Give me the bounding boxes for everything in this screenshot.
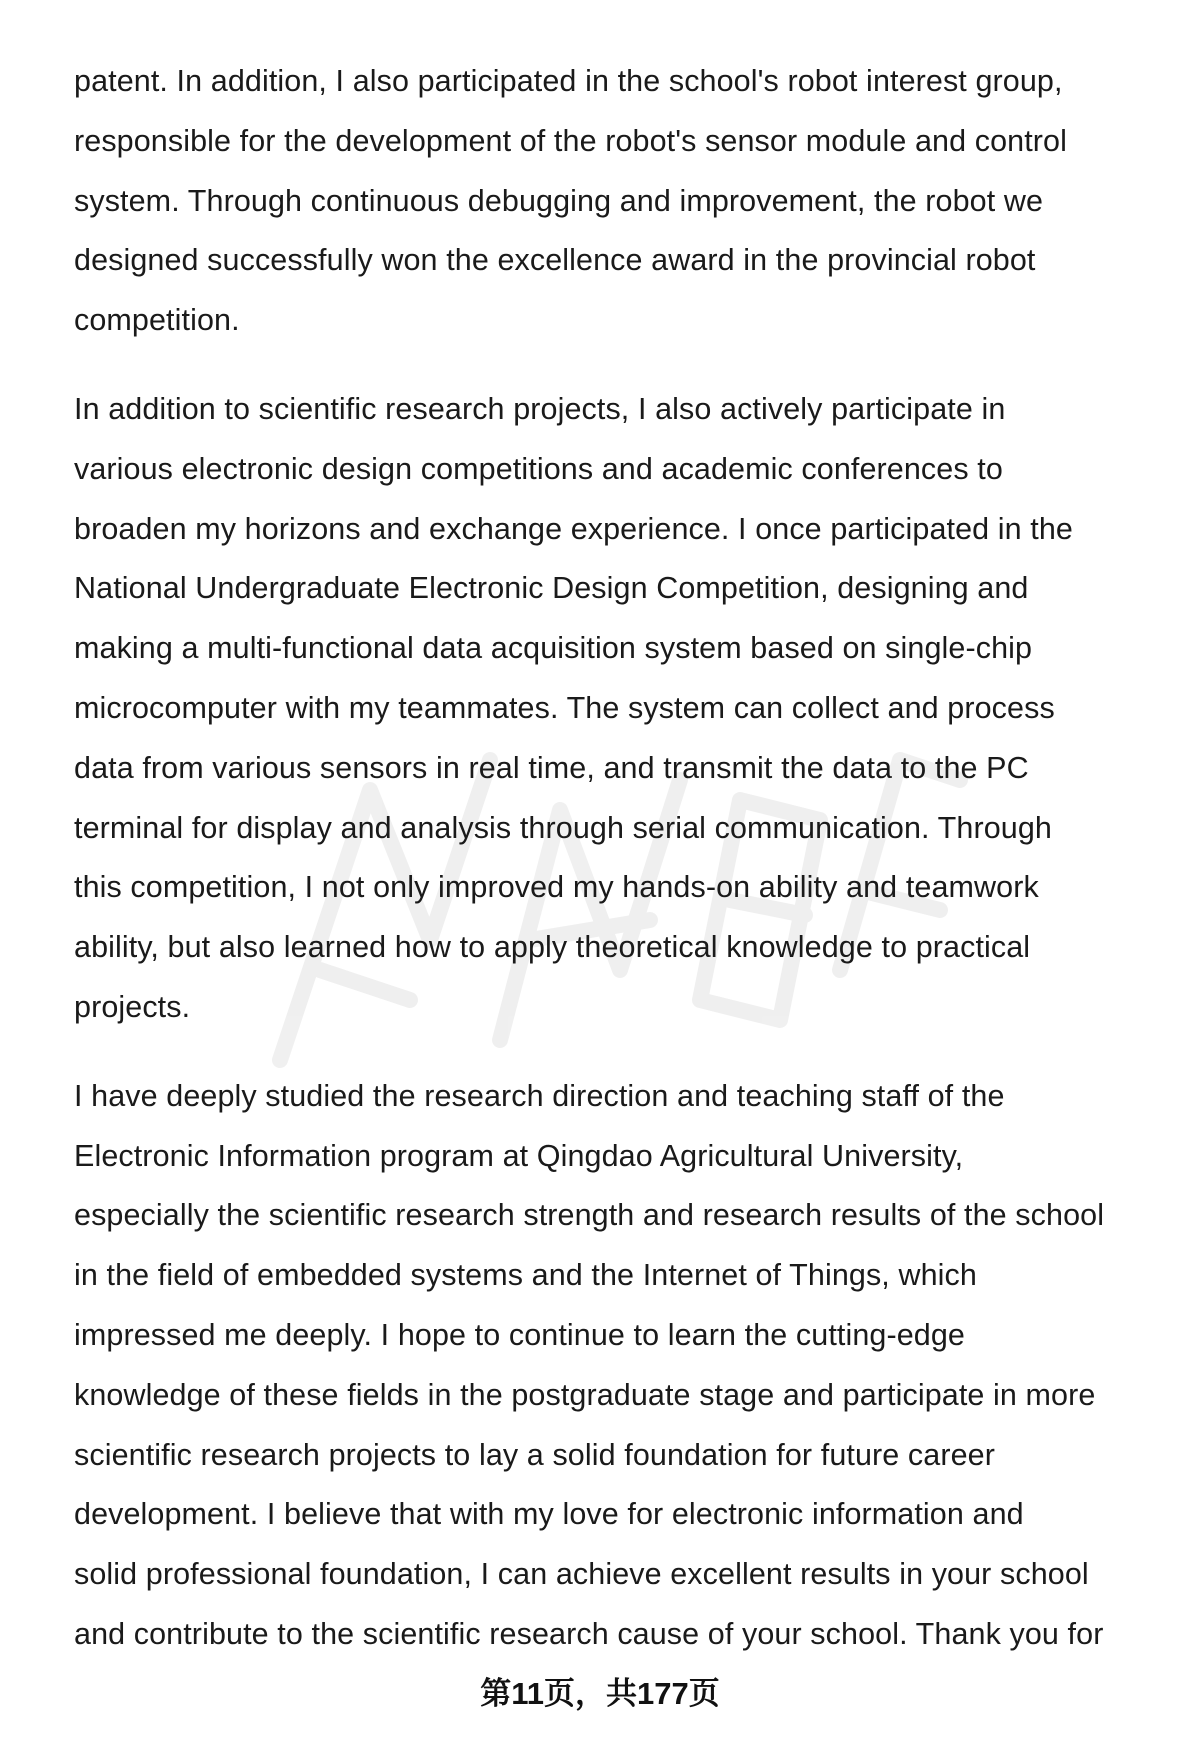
text-line: system. Through continuous debugging and improvement, the robot we [74,183,1044,218]
page-number-footer: 第11页，共177页 [480,1676,720,1711]
text-line: and contribute to the scientific research cause of your school. Thank you for [74,1616,1104,1651]
text-line: National Undergraduate Electronic Design Competition, designing and [74,571,1029,606]
text-line: Electronic Information program at Qingdao Agricultural University, [74,1138,964,1173]
text-line: competition. [74,303,240,338]
text-line: I have deeply studied the research direction and teaching staff of the [74,1078,1005,1113]
text-line: impressed me deeply. I hope to continue to learn the cutting-edge [74,1317,965,1352]
text-line: responsible for the development of the robot's sensor module and control [74,123,1067,158]
text-line: development. I believe that with my love for electronic information and [74,1497,1024,1532]
text-line: terminal for display and analysis through serial communication. Through [74,810,1052,845]
paragraph-3 [74,1067,1164,1665]
text-line: this competition, I not only improved my hands-on ability and teamwork [74,870,1039,905]
text-line: various electronic design competitions and academic conferences to [74,451,1003,486]
text-line: knowledge of these fields in the postgraduate stage and participate in more [74,1377,1096,1412]
text-line: broaden my horizons and exchange experience. I once participated in the [74,511,1073,546]
text-line: especially the scientific research strength and research results of the school [74,1198,1105,1233]
text-line: data from various sensors in real time, and transmit the data to the PC [74,750,1029,785]
text-line: scientific research projects to lay a solid foundation for future career [74,1437,995,1472]
text-line: projects. [74,989,191,1024]
text-line: in the field of embedded systems and the Internet of Things, which [74,1258,977,1293]
text-line: designed successfully won the excellence award in the provincial robot [74,243,1036,278]
text-line: ability, but also learned how to apply theoretical knowledge to practical [74,930,1031,965]
text-line: In addition to scientific research projects, I also actively participate in [74,391,1006,426]
text-line: patent. In addition, I also participated in the school's robot interest group, [74,64,1063,98]
text-line: making a multi-functional data acquisition system based on single-chip [74,631,1033,666]
text-line: solid professional foundation, I can achieve excellent results in your school [74,1557,1089,1592]
paragraph-1 [74,52,1164,351]
paragraph-2 [74,380,1164,1038]
document-body [74,52,1164,1694]
text-line: microcomputer with my teammates. The system can collect and process [74,690,1055,725]
